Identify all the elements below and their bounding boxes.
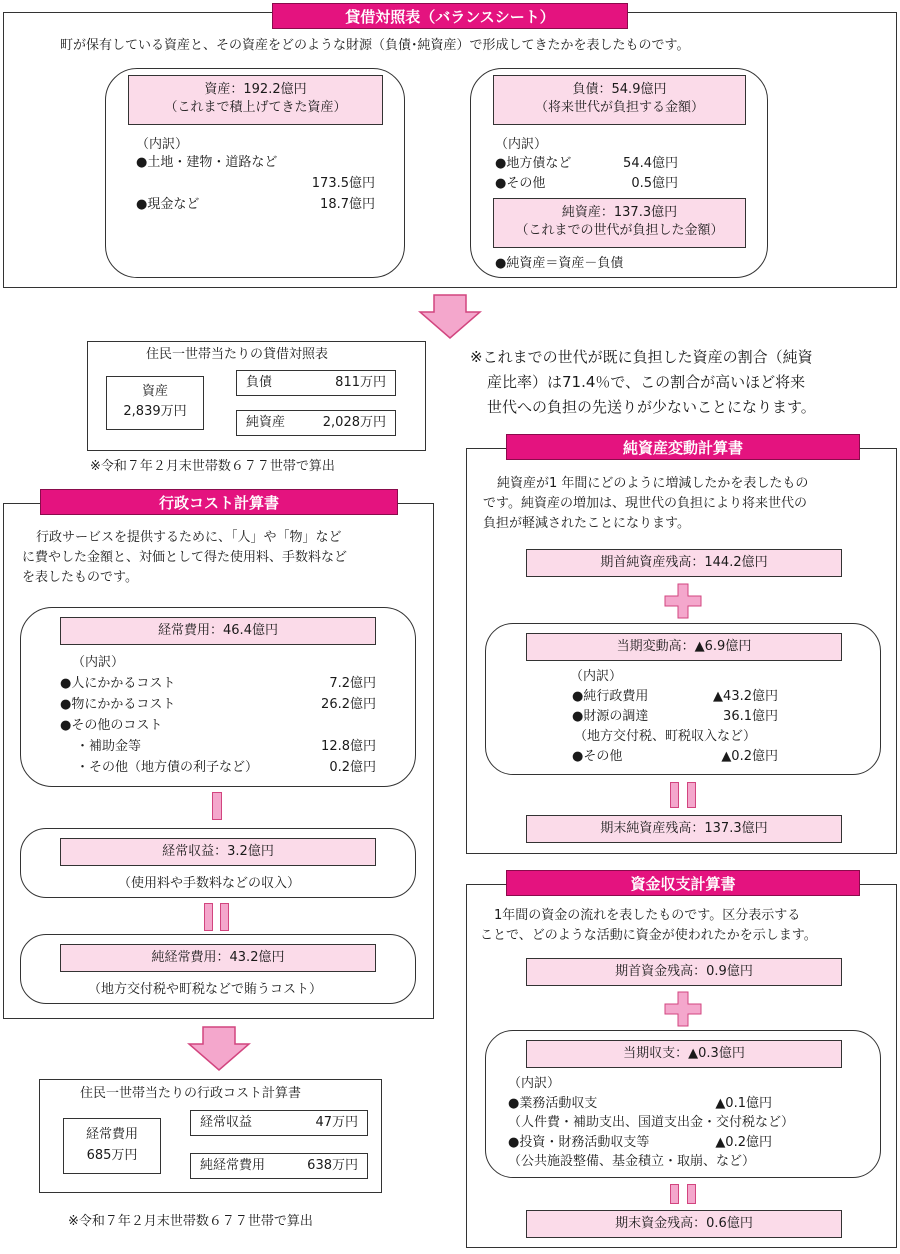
equals-operator-icon-left [670, 1184, 679, 1204]
household-net-expense-value: 638万円 [307, 1158, 358, 1173]
ordinary-expense-breakdown-label: （内訳） [72, 655, 125, 670]
household-net-assets-label: 純資産 [246, 415, 286, 430]
assets-item-land-value: 173.5億円 [311, 176, 375, 191]
household-asset-value: 2,839万円 [123, 404, 187, 419]
down-arrow-icon [187, 1026, 251, 1072]
liabilities-item-bonds: ●地方債など [495, 156, 572, 171]
net-assets-heading-note: （これまでの世代が負担した金額） [515, 223, 724, 238]
cash-flow-title: 資金収支計算書 [506, 870, 860, 896]
liabilities-heading [493, 75, 746, 125]
plus-operator-icon [664, 583, 702, 619]
equals-operator-icon-left [204, 903, 213, 931]
cost-row-subsidies-value: 12.8億円 [321, 739, 376, 754]
cost-row-other: ●その他のコスト [60, 718, 163, 733]
cost-statement-title: 行政コスト計算書 [40, 489, 398, 515]
ordinary-expense-heading: 経常費用：46.4億円 [60, 617, 376, 645]
household-revenue-value: 47万円 [315, 1115, 358, 1130]
liabilities-heading-note: （将来世代が負担する金額） [534, 100, 704, 115]
household-asset-label: 資産 [141, 384, 168, 399]
liabilities-item-other: ●その他 [495, 176, 546, 191]
assets-breakdown-label: （内訳） [136, 137, 189, 152]
cost-row-personnel-value: 7.2億円 [329, 676, 376, 691]
net-asset-change-title: 純資産変動計算書 [506, 434, 860, 460]
cost-statement-description [22, 528, 427, 588]
liabilities-heading-amount: 負債：54.9億円 [572, 82, 667, 97]
net-assets-heading-amount: 純資産：137.3億円 [561, 205, 678, 220]
household-asset-box [106, 376, 204, 430]
liabilities-item-other-value: 0.5億円 [631, 176, 678, 191]
netchg-desc-line1: 純資産が1 年間にどのように増減したかを表したもの [497, 476, 809, 491]
net-assets-formula: ●純資産＝資産－負債 [495, 256, 624, 271]
down-arrow-icon [418, 294, 482, 340]
equals-operator-icon-right [687, 782, 696, 808]
equals-operator-icon-right [220, 903, 229, 931]
cost-desc-line1: 行政サービスを提供するために、「人」や「物」など [36, 530, 342, 545]
cost-row-interest-value: 0.2億円 [329, 760, 376, 775]
cash-row-investing: ●投資・財務活動収支等 [508, 1135, 650, 1150]
assets-heading-note: （これまで積上げてきた資産） [164, 100, 347, 115]
netchg-row-funding-value: 36.1億円 [723, 709, 778, 724]
netchg-row-other: ●その他 [572, 749, 623, 764]
equals-operator-icon-left [670, 782, 679, 808]
current-cash-heading: 当期収支：▲0.3億円 [526, 1040, 842, 1068]
net-ordinary-expense-note: （地方交付税や町税などで賄うコスト） [88, 982, 323, 997]
netchg-row-admin-cost: ●純行政費用 [572, 689, 649, 704]
net-asset-change-description [483, 474, 888, 534]
household-liability-label: 負債 [246, 375, 273, 390]
assets-heading-amount: 資産：192.2億円 [204, 82, 307, 97]
household-revenue-label: 経常収益 [200, 1115, 253, 1130]
net-asset-ratio-note-line1: ※これまでの世代が既に負担した資産の割合（純資 [470, 348, 813, 366]
plus-operator-icon [664, 991, 702, 1027]
cash-row-operating-value: ▲0.1億円 [715, 1096, 772, 1111]
net-ordinary-expense-heading: 純経常費用：43.2億円 [60, 944, 376, 972]
liabilities-breakdown-label: （内訳） [495, 137, 548, 152]
assets-item-land: ●土地・建物・道路など [136, 155, 278, 170]
current-change-heading: 当期変動高：▲6.9億円 [526, 633, 842, 661]
net-asset-ratio-note-line3: 世代への負担の先送りが少ないことになります。 [487, 398, 816, 416]
closing-net-assets: 期末純資産残高：137.3億円 [526, 815, 842, 843]
ordinary-revenue-heading: 経常収益：3.2億円 [60, 838, 376, 866]
current-cash-breakdown-label: （内訳） [508, 1076, 561, 1091]
assets-heading [128, 75, 383, 125]
assets-item-cash-value: 18.7億円 [320, 197, 375, 212]
household-expense-box [63, 1118, 161, 1174]
opening-cash: 期首資金残高：0.9億円 [526, 958, 842, 986]
household-cost-statement-footnote: ※令和７年２月末世帯数６７７世帯で算出 [68, 1214, 313, 1229]
liabilities-item-bonds-value: 54.4億円 [623, 156, 678, 171]
household-expense-value: 685万円 [86, 1148, 138, 1163]
cash-desc-line2: ことで、どのような活動に資金が使われたかを示します。 [480, 928, 817, 943]
cost-desc-line3: を表したものです。 [22, 570, 138, 585]
balance-sheet-title: 貸借対照表（バランスシート） [272, 3, 628, 29]
minus-operator-icon [212, 792, 222, 820]
cash-row-operating-note: （人件費・補助支出、国道支出金・交付税など） [508, 1115, 795, 1130]
household-liability-value: 811万円 [335, 375, 386, 390]
equals-operator-icon-right [687, 1184, 696, 1204]
netchg-row-admin-cost-value: ▲43.2億円 [713, 689, 778, 704]
net-asset-ratio-note-line2: 産比率）は71.4％で、この割合が高いほど将来 [487, 373, 806, 391]
opening-net-assets: 期首純資産残高：144.2億円 [526, 549, 842, 577]
household-expense-label: 経常費用 [85, 1127, 138, 1142]
cost-row-interest: ・その他（地方債の利子など） [76, 760, 259, 775]
cost-row-goods-value: 26.2億円 [321, 697, 376, 712]
net-asset-ratio-note [470, 345, 898, 420]
cost-row-personnel: ●人にかかるコスト [60, 676, 176, 691]
closing-cash: 期末資金残高：0.6億円 [526, 1210, 842, 1238]
cost-row-subsidies: ・補助金等 [76, 739, 142, 754]
cash-flow-description [480, 906, 895, 946]
netchg-row-funding: ●財源の調達 [572, 709, 649, 724]
cost-desc-line2: に費やした金額と、対価として得た使用料、手数料など [22, 550, 348, 565]
netchg-desc-line2: です。純資産の増加は、現世代の負担により将来世代の [483, 496, 807, 511]
household-cost-statement-title: 住民一世帯当たりの行政コスト計算書 [80, 1086, 302, 1101]
netchg-desc-line3: 負担が軽減されたことになります。 [483, 516, 690, 531]
current-change-breakdown-label: （内訳） [570, 669, 623, 684]
household-balance-sheet-title: 住民一世帯当たりの貸借対照表 [146, 347, 329, 362]
cash-row-investing-value: ▲0.2億円 [715, 1135, 772, 1150]
netchg-row-other-value: ▲0.2億円 [721, 749, 778, 764]
household-net-expense-label: 純経常費用 [200, 1158, 266, 1173]
cash-desc-line1: 1年間の資金の流れを表したものです。区分表示する [494, 908, 801, 923]
netchg-row-funding-note: （地方交付税、町税収入など） [574, 729, 757, 744]
cash-row-operating: ●業務活動収支 [508, 1096, 598, 1111]
cost-row-goods: ●物にかかるコスト [60, 697, 176, 712]
cash-row-investing-note: （公共施設整備、基金積立・取崩、など） [508, 1154, 756, 1169]
household-balance-sheet-footnote: ※令和７年２月末世帯数６７７世帯で算出 [90, 459, 335, 474]
net-assets-heading [493, 198, 746, 248]
balance-sheet-description: 町が保有している資産と、その資産をどのような財源（負債･純資産）で形成してきたかを表したものです。 [60, 38, 690, 53]
assets-item-cash: ●現金など [136, 197, 200, 212]
household-net-assets-value: 2,028万円 [322, 415, 386, 430]
ordinary-revenue-note: （使用料や手数料などの収入） [118, 876, 301, 891]
